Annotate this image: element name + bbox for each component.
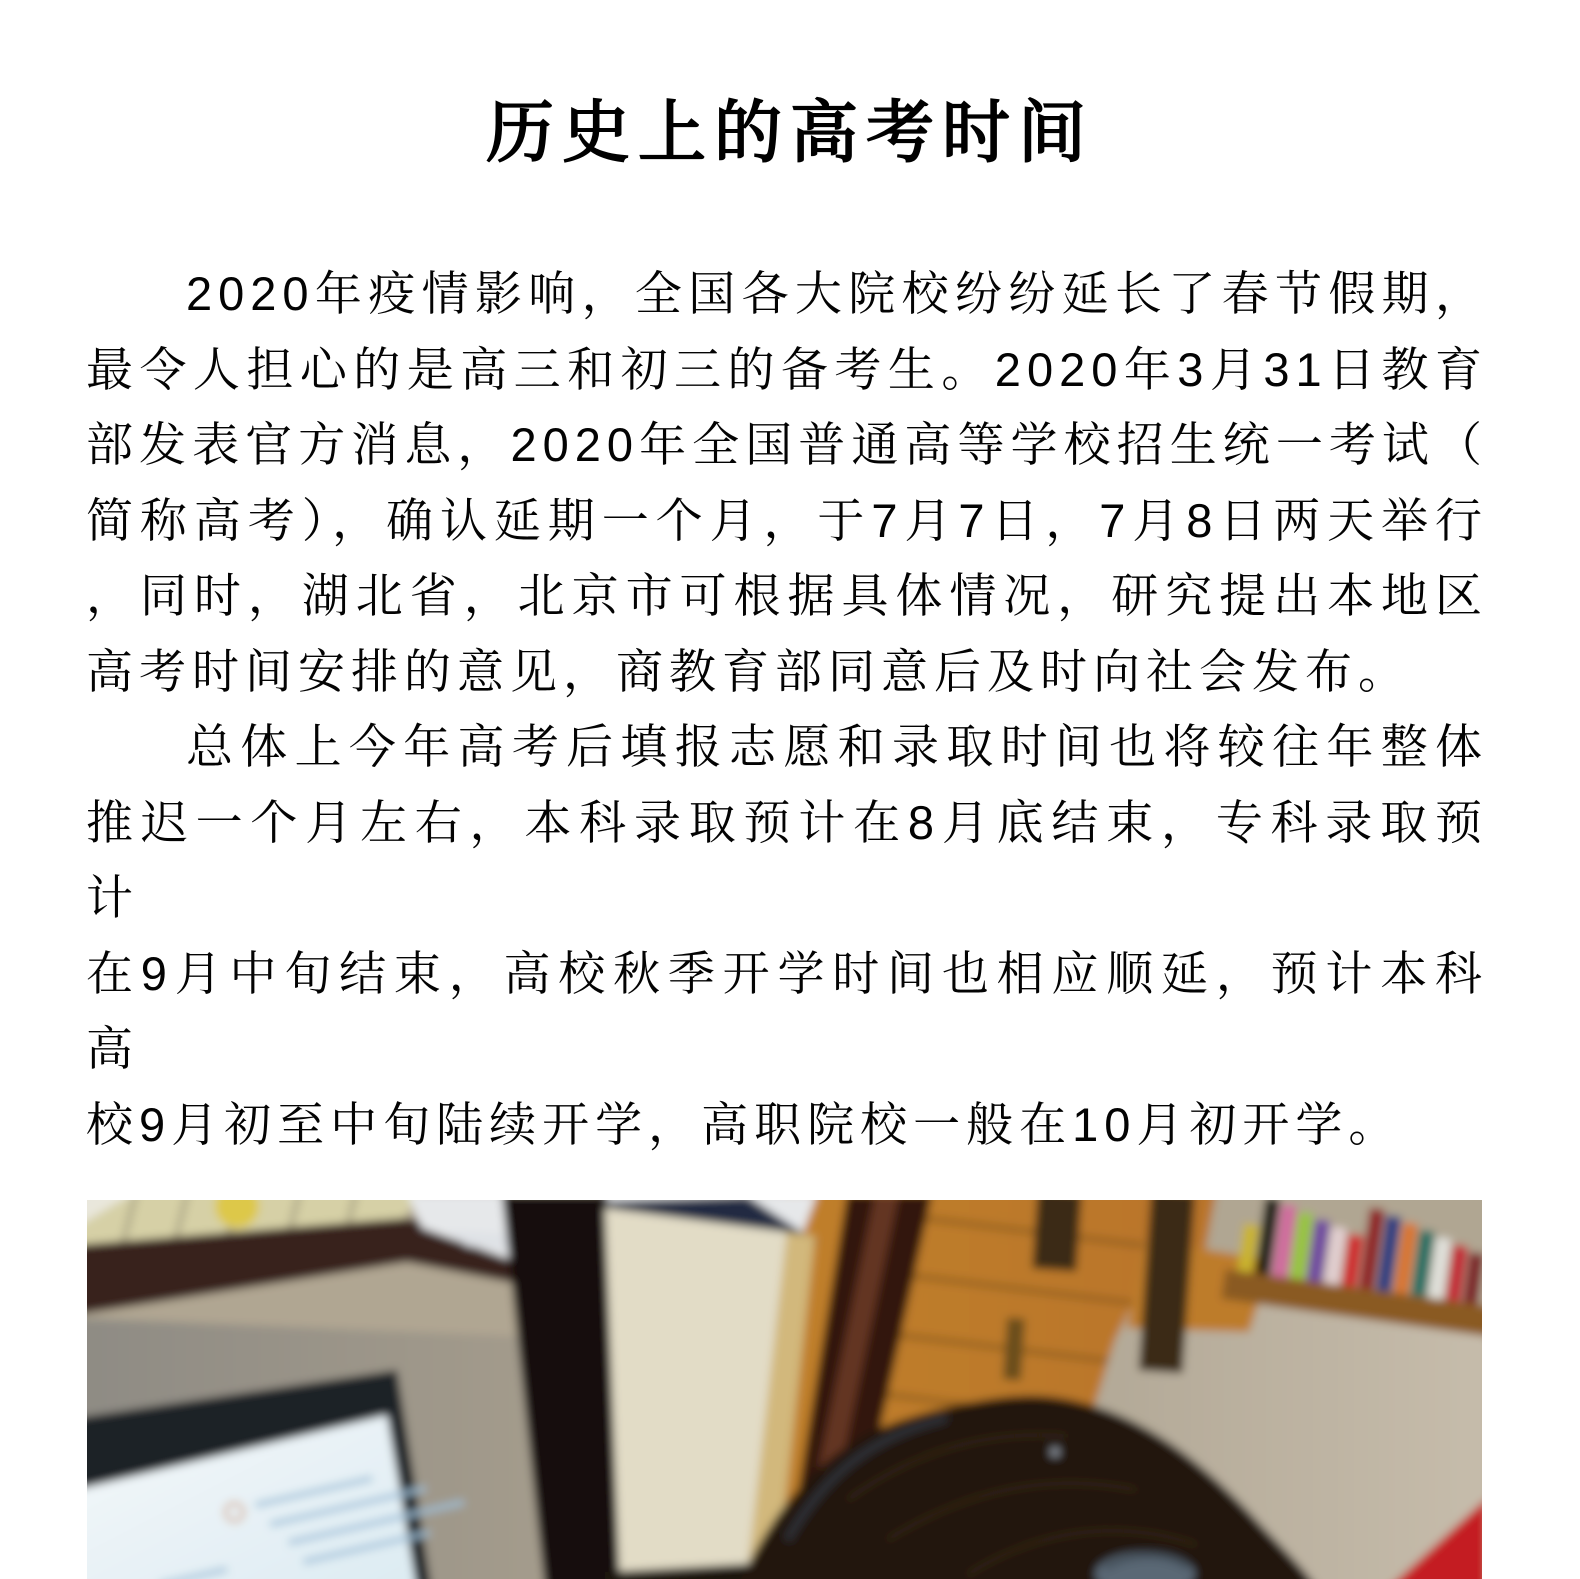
hair-clip-glint xyxy=(1050,1447,1060,1457)
article-photo xyxy=(87,1200,1482,1579)
text-line: 简称高考），确认延期一个月，于7月7日，7月8日两天举行 xyxy=(86,493,1488,547)
article-title: 历史上的高考时间 xyxy=(485,95,1094,171)
wood-slat xyxy=(1032,1200,1081,1271)
text-line: 推迟一个月左右，本科录取预计在8月底结束，专科录取预计 xyxy=(86,795,1488,924)
text-line: 校9月初至中旬陆续开学，高职院校一般在10月初开学。 xyxy=(86,1097,1402,1151)
article-body xyxy=(86,256,1488,1162)
text-line: 最令人担心的是高三和初三的备考生。2020年3月31日教育 xyxy=(86,342,1488,396)
paragraph-2 xyxy=(86,709,1488,1162)
text-line: 部发表官方消息，2020年全国普通高等学校招生统一考试（ xyxy=(86,418,1488,471)
text-line: 总体上今年高考后填报志愿和录取时间也将较往年整体 xyxy=(186,720,1488,773)
text-line: ，同时，湖北省，北京市可根据具体情况，研究提出本地区 xyxy=(86,569,1488,622)
photo-illustration xyxy=(87,1200,1482,1579)
paragraph-1 xyxy=(86,256,1488,709)
text-line: 2020年疫情影响，全国各大院校纷纷延长了春节假期， xyxy=(186,267,1488,320)
text-line: 高考时间安排的意见，商教育部同意后及时向社会发布。 xyxy=(86,644,1411,698)
text-line: 在9月中旬结束，高校秋季开学时间也相应顺延，预计本科高 xyxy=(86,946,1488,1075)
